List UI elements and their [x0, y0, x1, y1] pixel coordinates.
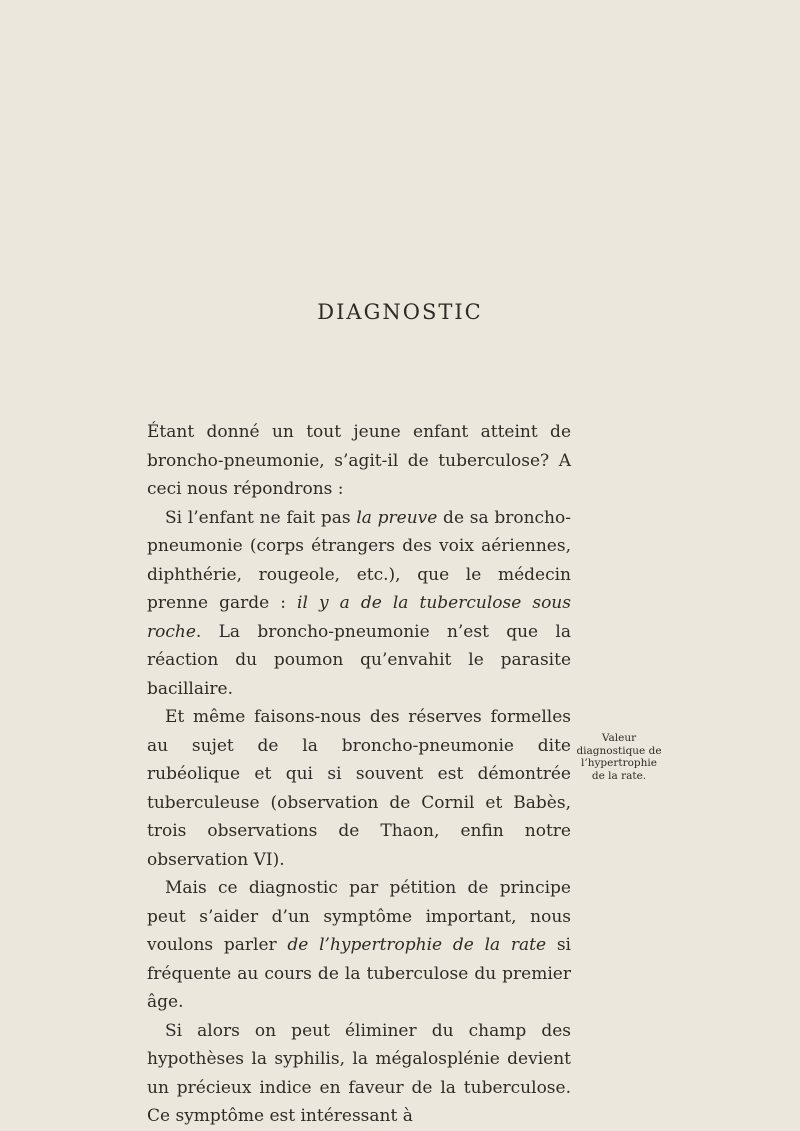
- text-run: si fréquente au cours de la tuberculose du premier âge.: [147, 935, 571, 1012]
- text-run: Si alors on peut éliminer du champ des hypothèses la syphilis, la mégalosplénie devient un précieux indice en faveur de la tuberculose. Ce symptôme est intéressant à: [147, 1020, 571, 1126]
- body-text: [147, 418, 571, 1131]
- margin-note-line: de la rate.: [591, 769, 647, 782]
- paragraph: [147, 504, 571, 704]
- paragraph: [147, 874, 571, 1017]
- text-run: Et même faisons-nous des réserves formelles au sujet de la broncho-pneumonie dite rubéolique et qui si souvent est démontrée tuberculeuse (observation de Cornil et Babès, trois observations de Thaon, enfin notre observation VI).: [147, 707, 571, 870]
- margin-note: [574, 732, 664, 782]
- paragraph: [147, 703, 571, 874]
- text-run: Si l’enfant ne fait pas: [165, 507, 357, 528]
- text-run: Mais ce diagnostic par pétition de principe peut s’aider d’un symptôme important, nous voulons parler: [147, 878, 571, 955]
- margin-note-line: Valeur: [601, 732, 637, 744]
- text-run: Étant donné un tout jeune enfant atteint de broncho-pneumonie, s’agit-il de tuberculose? A ceci nous répondrons :: [147, 422, 571, 499]
- paragraph: [147, 418, 571, 504]
- section-heading: DIAGNOSTIC: [317, 300, 483, 324]
- paragraph: [147, 1017, 571, 1131]
- italic-text: il y a de la tuberculose sous roche: [147, 593, 571, 642]
- text-run: . La broncho-pneumonie n’est que la réaction du poumon qu’envahit le parasite bacillaire.: [147, 621, 571, 699]
- italic-text: de l’hypertrophie de la rate: [287, 935, 547, 955]
- text-run: de sa broncho-pneumonie (corps étrangers des voix aériennes, diphthérie, rougeole, etc.), que le médecin prenne garde :: [147, 507, 571, 613]
- italic-text: la preuve: [356, 507, 438, 528]
- margin-note-line: l’hypertrophie: [581, 757, 657, 769]
- margin-note-line: diagnostique de: [576, 744, 662, 757]
